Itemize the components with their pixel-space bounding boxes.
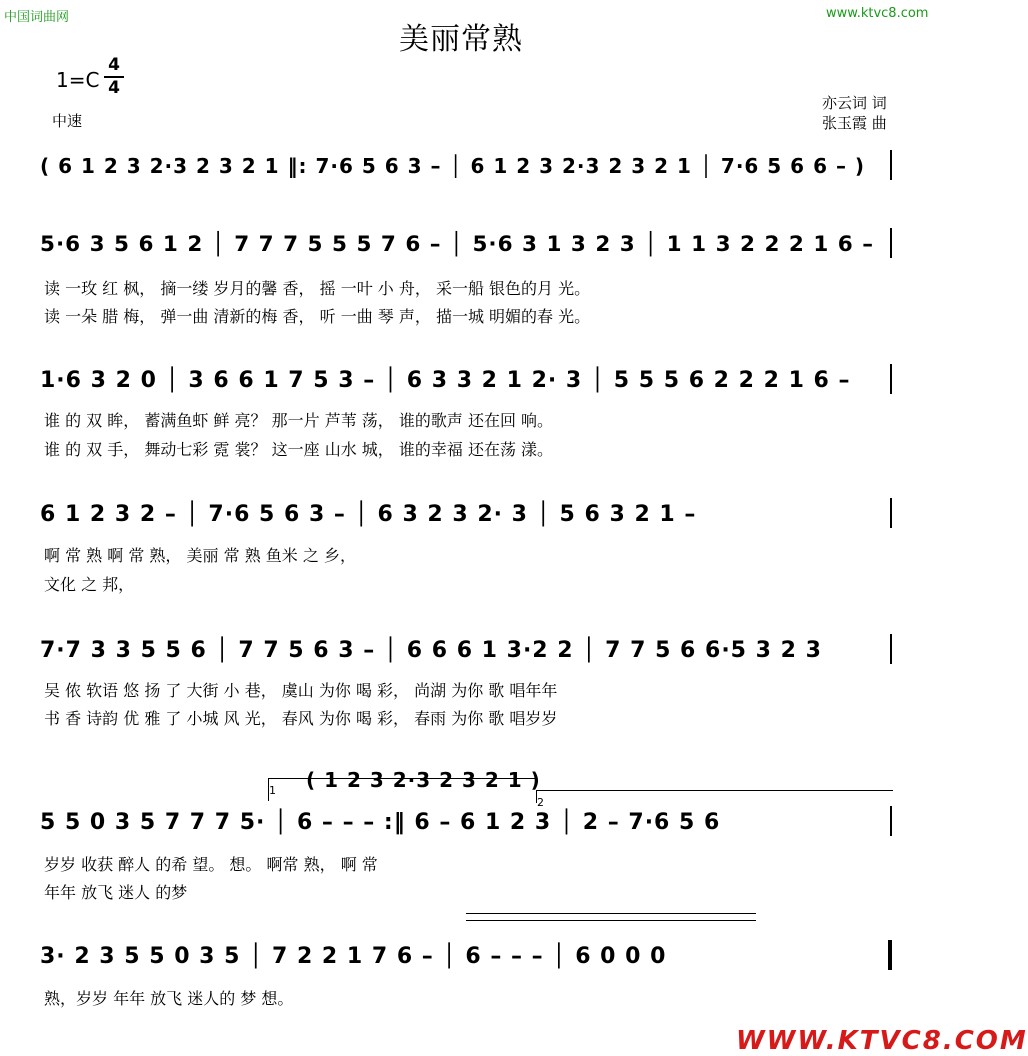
meter-bottom: 4: [108, 78, 120, 98]
barline-row-2-end: [890, 228, 892, 258]
watermark-right[interactable]: www.ktvc8.com: [826, 6, 929, 21]
site-logo[interactable]: WWW.KTVC8.COM: [736, 1026, 1028, 1056]
notation-row-7: 3· 2 3 5 5 0 3 5 │ 7 2 2 1 7 6 – │ 6 – – – │ 6 0 0 0: [40, 944, 667, 969]
notation-row-4: 6 1 2 3 2 – │ 7·6 5 6 3 – │ 6 3 2 3 2· 3 │ 5 6 3 2 1 –: [40, 502, 697, 527]
lyric-row-7-verse-1: 熟，岁岁 年年 放飞 迷人的 梦 想。: [44, 989, 294, 1008]
volta-1-label: 1: [269, 784, 276, 797]
final-barline: [888, 940, 892, 970]
repeat-phrase: ( 1 2 3 2·3 2 3 2 1 ): [306, 768, 541, 792]
volta-first-ending: [268, 778, 535, 801]
diminuendo-line-top: [466, 913, 756, 914]
barline-row-5-end: [890, 634, 892, 664]
song-title: 美丽常熟: [399, 22, 523, 57]
key-signature: 1=C: [56, 68, 100, 92]
lyric-row-4-verse-1: 啊 常 熟 啊 常 熟， 美丽 常 熟 鱼米 之 乡，: [44, 546, 356, 565]
lyric-row-3-verse-1: 谁 的 双 眸， 蓄满鱼虾 鲜 亮？ 那一片 芦苇 荡， 谁的歌声 还在回 响。: [44, 411, 554, 430]
notation-row-1: ( 6 1 2 3 2·3 2 3 2 1 ‖: 7·6 5 6 3 – │ 6 1 2 3 2·3 2 3 2 1 │ 7·6 5 6 6 – ): [40, 154, 866, 178]
notation-row-5: 7·7 3 3 5 5 6 │ 7 7 5 6 3 – │ 6 6 6 1 3·2 2 │ 7 7 5 6 6·5 3 2 3: [40, 638, 822, 663]
barline-row-6-end: [890, 806, 892, 836]
time-signature: [104, 56, 124, 98]
volta-second-ending: [536, 790, 893, 809]
lyric-row-5-verse-1: 吴 侬 软语 悠 扬 了 大街 小 巷， 虞山 为你 喝 彩， 尚湖 为你 歌 唱年年: [44, 681, 558, 700]
composer-credit: 张玉霞 曲: [822, 114, 887, 132]
notation-row-2: 5·6 3 5 6 1 2 │ 7 7 7 5 5 5 7 6 – │ 5·6 3 1 3 2 3 │ 1 1 3 2 2 2 1 6 –: [40, 232, 874, 257]
lyric-row-2-verse-1: 读 一玫 红 枫， 摘一缕 岁月的馨 香， 摇 一叶 小 舟， 采一船 银色的月 光。: [44, 279, 591, 298]
lyric-row-2-verse-2: 读 一朵 腊 梅， 弹一曲 清新的梅 香， 听 一曲 琴 声， 描一城 明媚的春 光。: [44, 307, 591, 326]
tempo-marking: 中速: [52, 112, 83, 130]
watermark-left: 中国词曲网: [4, 10, 70, 25]
lyric-row-6-verse-1: 岁岁 收获 醉人 的希 望。 想。 啊常 熟， 啊 常: [44, 855, 378, 874]
lyricist-credit: 亦云词 词: [822, 94, 887, 112]
notation-row-6: 5 5 0 3 5 7 7 7 5· │ 6 – – – :‖ 6 – 6 1 2 3 │ 2 – 7·6 5 6: [40, 810, 721, 835]
volta-2-label: 2: [537, 796, 544, 809]
diminuendo-line-bottom: [466, 920, 756, 921]
barline-row-1-end: [890, 150, 892, 180]
meter-top: 4: [108, 55, 120, 75]
lyric-row-3-verse-2: 谁 的 双 手， 舞动七彩 霓 裳？ 这一座 山水 城， 谁的幸福 还在荡 漾。: [44, 440, 554, 459]
barline-row-3-end: [890, 364, 892, 394]
lyric-row-5-verse-2: 书 香 诗韵 优 雅 了 小城 风 光， 春风 为你 喝 彩， 春雨 为你 歌 唱岁岁: [44, 709, 558, 728]
lyric-row-4-verse-2: 文化 之 邦，: [44, 575, 135, 594]
lyric-row-6-verse-2: 年年 放飞 迷人 的梦: [44, 883, 188, 902]
notation-row-3: 1·6 3 2 0 │ 3 6 6 1 7 5 3 – │ 6 3 3 2 1 2· 3 │ 5 5 5 6 2 2 2 1 6 –: [40, 368, 851, 393]
barline-row-4-end: [890, 498, 892, 528]
